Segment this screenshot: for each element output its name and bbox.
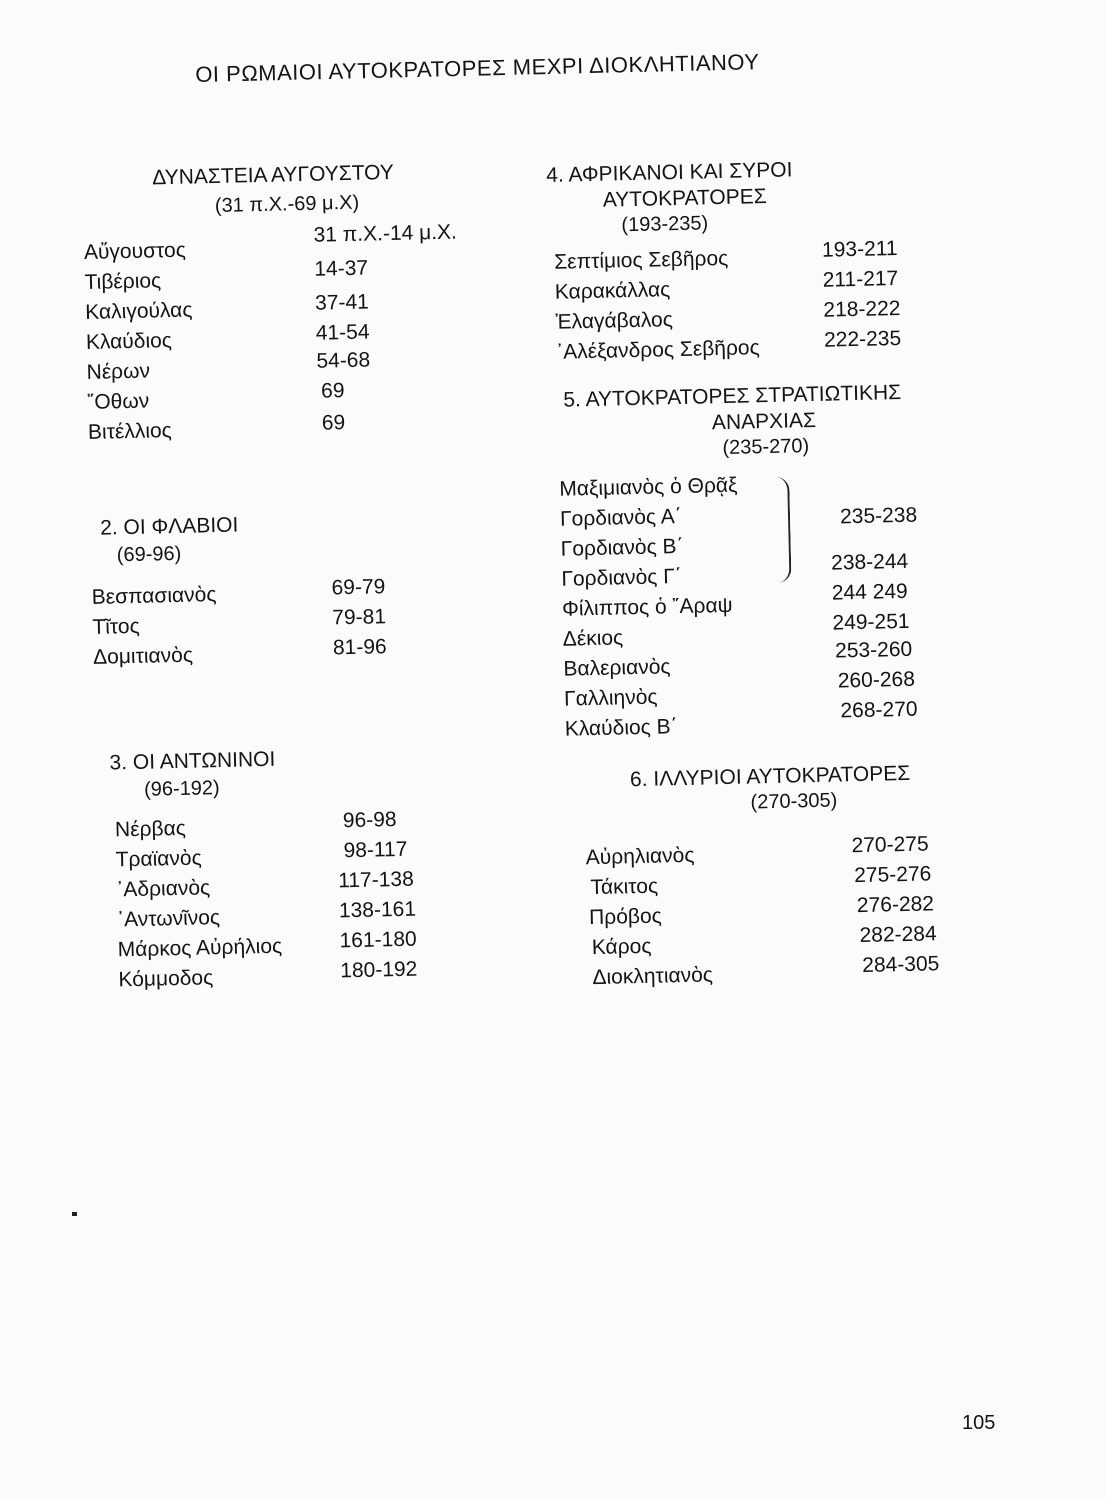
emperor-name: Φίλιππος ὁ ῎Αραψ <box>561 593 733 621</box>
emperor-name: Σεπτίμιος Σεβῆρος <box>553 246 729 274</box>
emperor-name: Βιτέλλιος <box>87 419 173 444</box>
emperor-name: Βαλεριανὸς <box>563 655 671 681</box>
reign-years: 41-54 <box>315 320 370 345</box>
reign-years: 244 249 <box>831 579 908 605</box>
section-heading: 2. ΟΙ ΦΛΑΒΙΟΙ <box>99 513 239 540</box>
emperor-name: Βεσπασιανὸς <box>91 583 217 609</box>
reign-years: 238-244 <box>830 549 909 575</box>
section-augustus <box>82 159 488 451</box>
right-column <box>544 154 1023 997</box>
emperor-name: Διοκλητιανὸς <box>592 963 714 990</box>
reign-years: 282-284 <box>859 922 937 948</box>
emperor-name: Δομιτιανὸς <box>92 643 194 669</box>
page-number: 105 <box>962 1412 996 1434</box>
section-heading: 4. ΑΦΡΙΚΑΝΟΙ ΚΑΙ ΣΥΡΟΙ <box>545 158 793 187</box>
stray-mark <box>72 1212 77 1216</box>
emperor-name: Καλιγούλας <box>85 298 193 324</box>
reign-years: 79-81 <box>332 605 387 630</box>
section-period: (96-192) <box>143 777 220 801</box>
section-heading: 6. ΙΛΛΥΡΙΟΙ ΑΥΤΟΚΡΑΤΟΡΕΣ <box>629 761 911 792</box>
section-period: (193-235) <box>621 212 709 237</box>
reign-years: 69-79 <box>331 575 386 600</box>
reign-years: 260-268 <box>837 667 916 693</box>
section-period: (235-270) <box>722 435 810 460</box>
reign-years: 138-161 <box>338 897 417 923</box>
reign-years: 249-251 <box>832 609 910 635</box>
emperor-name: Μαξιμιανὸς ὁ Θρᾷξ <box>559 473 738 501</box>
section-heading: 5. ΑΥΤΟΚΡΑΤΟΡΕΣ ΣΤΡΑΤΙΩΤΙΚΗΣ <box>563 380 902 412</box>
section-heading: 3. ΟΙ ΑΝΤΩΝΙΝΟΙ <box>109 747 276 775</box>
emperor-name: Δέκιος <box>562 626 624 651</box>
reign-years: 31 π.Χ.-14 μ.Χ. <box>313 220 458 247</box>
emperor-name: Τιβέριος <box>84 269 162 294</box>
emperor-name: Γορδιανὸς Β΄ <box>560 534 684 561</box>
reign-years: 253-260 <box>834 637 913 663</box>
reign-years: 37-41 <box>314 290 370 315</box>
section-antonines <box>95 743 501 999</box>
reign-years: 222-235 <box>823 326 902 352</box>
reign-years: 96-98 <box>342 808 397 833</box>
emperor-name: Κόμμοδος <box>118 966 214 992</box>
reign-years: 275-276 <box>853 862 932 888</box>
emperor-name: Γορδιανὸς Α΄ <box>559 504 682 531</box>
section-african-syrian <box>544 154 1009 371</box>
reign-years: 81-96 <box>332 635 387 660</box>
left-column <box>82 159 501 999</box>
emperor-name: Νέρβας <box>114 816 187 842</box>
reign-years: 211-217 <box>822 266 899 292</box>
reign-years: 180-192 <box>340 957 418 983</box>
reign-years: 117-138 <box>337 867 414 893</box>
reign-years: 14-37 <box>314 256 369 281</box>
emperor-name: Αὔγουστος <box>83 238 187 264</box>
reign-years: 54-68 <box>316 348 371 373</box>
reign-years: 276-282 <box>856 892 935 918</box>
emperor-name: Τῖτος <box>92 614 140 639</box>
emperor-name: Μάρκος Αὐρήλιος <box>117 934 283 962</box>
emperor-name: Νέρων <box>86 359 151 384</box>
emperor-name: ᾿Αλέξανδρος Σεβῆρος <box>556 336 760 364</box>
section-period: (270-305) <box>750 789 838 814</box>
emperor-name: Γαλλιηνὸς <box>563 685 658 711</box>
section-heading-line2: ΑΝΑΡΧΙΑΣ <box>711 408 817 435</box>
section-military-anarchy <box>549 379 1017 748</box>
emperor-name: Κλαύδιος <box>85 329 173 354</box>
emperor-name: Τάκιτος <box>590 874 659 900</box>
reign-years: 218-222 <box>823 296 901 322</box>
emperor-name: Πρόβος <box>588 904 663 930</box>
emperor-name: ῎Οθων <box>87 389 150 414</box>
reign-years: 268-270 <box>840 697 918 723</box>
emperor-name: Αὐρηλιανὸς <box>585 843 695 870</box>
emperor-name: Ἐλαγάβαλος <box>555 308 674 334</box>
emperor-name: Τραϊανὸς <box>115 846 202 872</box>
section-heading-line2: ΑΥΤΟΚΡΑΤΟΡΕΣ <box>602 184 767 212</box>
emperor-name: ᾿Αντωνῖνος <box>116 906 221 932</box>
reign-years: 193-211 <box>821 237 898 262</box>
reign-years: 69 <box>320 379 345 403</box>
section-illyrian <box>558 759 1023 996</box>
emperor-name: Καρακάλλας <box>554 278 671 304</box>
emperor-name: Κάρος <box>591 934 652 960</box>
page-title: ΟΙ ΡΩΜΑΙΟΙ ΑΥΤΟΚΡΑΤΟΡΕΣ ΜΕΧΡΙ ΔΙΟΚΛΗΤΙΑΝΟΥ <box>195 49 760 87</box>
reign-years: 98-117 <box>343 837 408 863</box>
section-period: (31 π.Χ.-69 μ.Χ) <box>214 191 360 217</box>
emperor-name: Κλαύδιος Β΄ <box>564 715 678 741</box>
reign-years: 284-305 <box>862 952 940 977</box>
emperor-name: ᾿Αδριανὸς <box>116 876 211 902</box>
emperor-name: Γορδιανὸς Γ΄ <box>561 564 683 591</box>
section-period: (69-96) <box>116 542 182 567</box>
reign-years: 270-275 <box>851 832 929 858</box>
section-heading: ΔΥΝΑΣΤΕΙΑ ΑΥΓΟΥΣΤΟΥ <box>151 160 395 190</box>
reign-years: 69 <box>321 411 346 435</box>
section-flavians <box>90 508 494 676</box>
reign-years: 161-180 <box>339 927 417 953</box>
group-years: 235-238 <box>839 503 918 529</box>
